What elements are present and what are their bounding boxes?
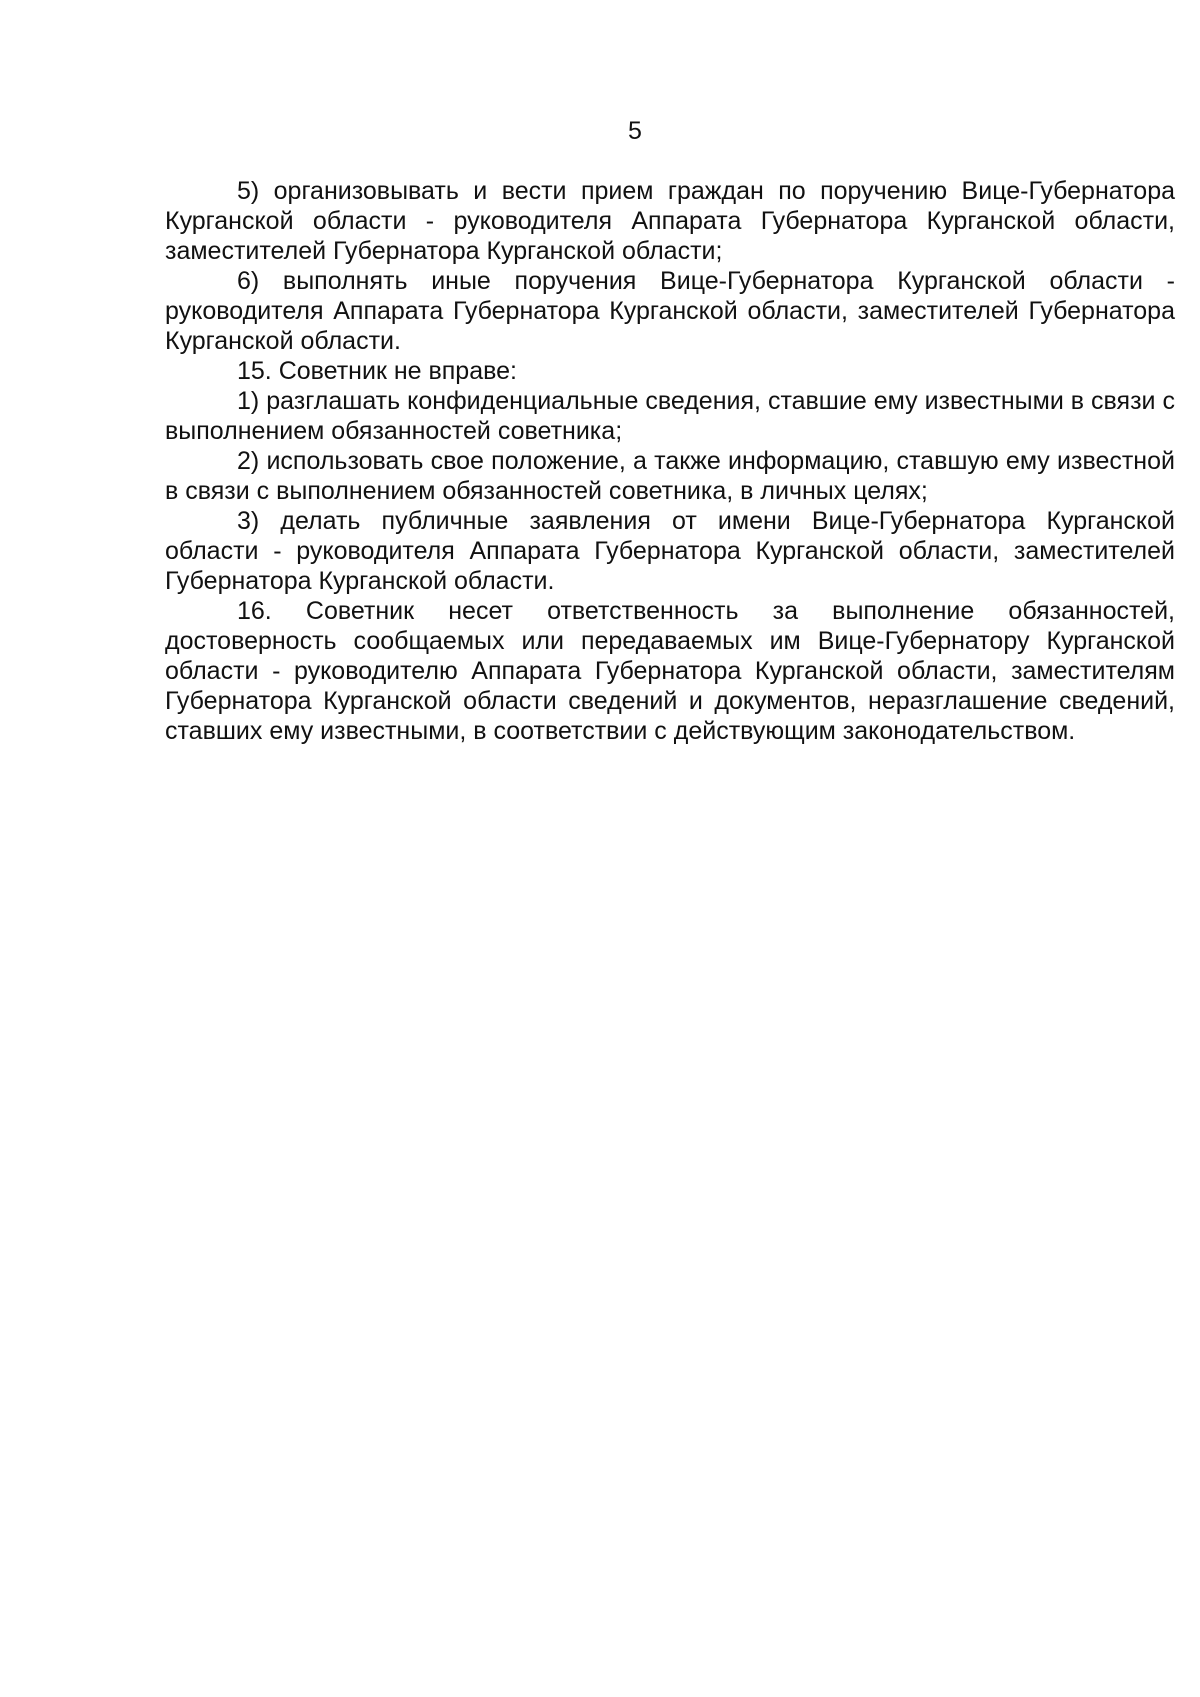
paragraph-item-6: 6) выполнять иные поручения Вице-Губернатора Курганской области - руководителя Аппарата Губернатора Курганской области, заместителей Губернатора Курганской области.: [165, 267, 1175, 355]
paragraph-prohibition-2: 2) использовать свое положение, а также информацию, ставшую ему известной в связи с выполнением обязанностей советника, в личных целях;: [165, 447, 1175, 505]
document-body: [165, 176, 1175, 746]
paragraph-prohibition-1: 1) разглашать конфиденциальные сведения, ставшие ему известными в связи с выполнением обязанностей советника;: [165, 387, 1175, 445]
page-number: 5: [628, 117, 642, 145]
section-15-heading: 15. Советник не вправе:: [237, 357, 517, 385]
section-16-paragraph: 16. Советник несет ответственность за выполнение обязанностей, достоверность сообщаемых или передаваемых им Вице-Губернатору Курганской области - руководителю Аппарата Губернатора Курганской области, заместителям Губернатора Курганской области сведений и документов, неразглашение сведений, ставших ему известными, в соответствии с действующим законодательством.: [165, 597, 1175, 745]
paragraph-item-5: 5) организовывать и вести прием граждан по поручению Вице-Губернатора Курганской области - руководителя Аппарата Губернатора Курганской области, заместителей Губернатора Курганской области;: [165, 177, 1175, 265]
paragraph-prohibition-3: 3) делать публичные заявления от имени Вице-Губернатора Курганской области - руководителя Аппарата Губернатора Курганской области, заместителей Губернатора Курганской области.: [165, 507, 1175, 595]
